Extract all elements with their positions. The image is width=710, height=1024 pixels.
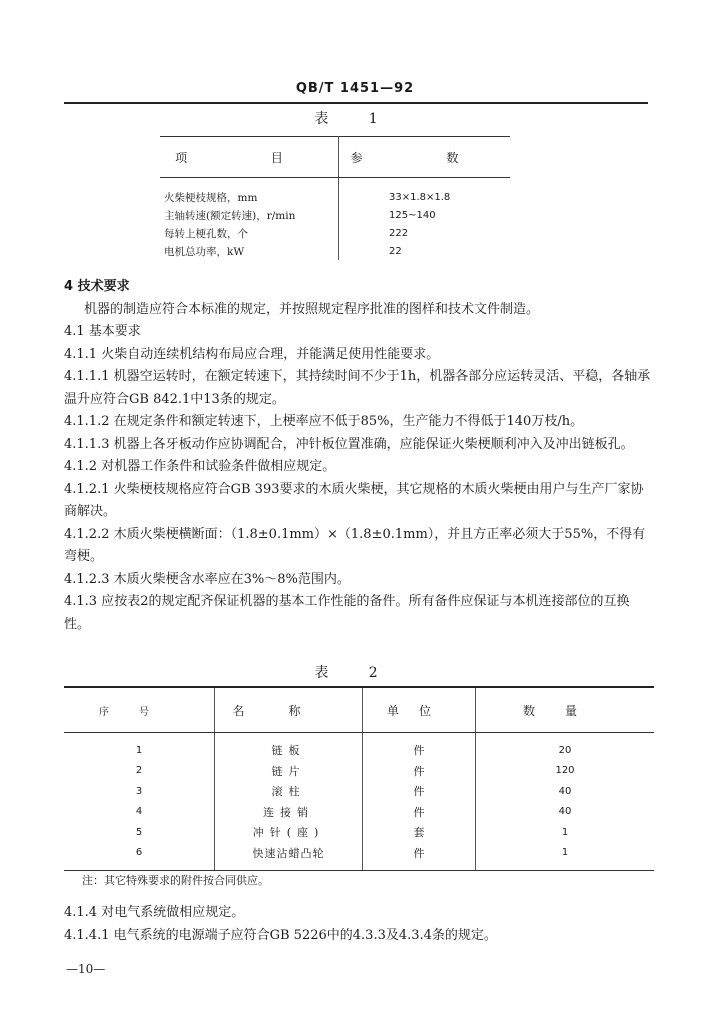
table2-qty: 120 <box>555 765 575 777</box>
table2-qty: 20 <box>558 744 572 756</box>
table2-name: 滚柱 <box>215 781 363 802</box>
table-row <box>64 733 654 761</box>
table2-unit: 套 <box>363 822 476 843</box>
standard-number: QB/T 1451—92 <box>295 81 415 96</box>
paragraph: 机器的制造应符合本标准的规定，并按照规定程序批准的图样和技术文件制造。 <box>84 301 540 317</box>
table2-no: 3 <box>64 781 215 802</box>
table2-name: 链板 <box>215 733 363 761</box>
page-number: —10— <box>66 962 106 976</box>
table1-header-item: 项 目 <box>160 137 339 178</box>
table2-note: 注：其它特殊要求的附件按合同供应。 <box>82 874 269 887</box>
header-rule <box>64 102 648 104</box>
paragraph: 4.1.3 应按表2的规定配齐保证机器的基本工作性能的备件。所有备件应保证与本机连接部位的互换性。 <box>64 594 630 632</box>
paragraph: 4.1.1 火柴自动连续机结构布局应合理，并能满足使用性能要求。 <box>64 346 440 362</box>
table-row <box>160 224 510 242</box>
paragraph: 4.1.1.2 在规定条件和额定转速下，上梗率应不低于85%，生产能力不得低于140万枝/h。 <box>64 414 584 429</box>
table2-unit: 件 <box>363 802 476 823</box>
table2-header-seq: 序号 <box>64 687 215 733</box>
table1 <box>160 136 510 260</box>
table1-value: 22 <box>389 245 402 257</box>
table-row <box>160 242 510 260</box>
table2-unit: 件 <box>363 761 476 782</box>
table2-qty: 1 <box>476 843 655 871</box>
table1-value: 33×1.8×1.8 <box>389 191 451 203</box>
table-row <box>160 178 510 207</box>
table2-name: 连接销 <box>215 802 363 823</box>
section-4-1-4 <box>64 902 654 947</box>
table-row <box>160 206 510 224</box>
paragraph: 4.1.2.2 木质火柴梗横断面：（1.8±0.1mm）×（1.8±0.1mm），并且方正率必须大于55%，不得有弯梗。 <box>64 526 646 564</box>
table1-title: 表 1 <box>314 111 396 127</box>
paragraph: 4.1.4.1 电气系统的电源端子应符合GB 5226中的4.3.3及4.3.4条的规定。 <box>64 927 497 943</box>
paragraph: 4.1.1.1 机器空运转时，在额定转速下，其持续时间不少于1h，机器各部分应运转灵活、平稳，各轴承温升应符合GB 842.1中13条的规定。 <box>64 369 651 407</box>
paragraph: 4.1.2.3 木质火柴梗含水率应在3%～8%范围内。 <box>64 571 350 587</box>
table2-no: 6 <box>64 843 215 871</box>
paragraph: 4.1.1.3 机器上各牙板动作应协调配合，冲针板位置准确，应能保证火柴梗顺利冲入及冲出链板孔。 <box>64 436 634 452</box>
table1-value: 125~140 <box>389 209 436 221</box>
table2-no: 4 <box>64 802 215 823</box>
table2-qty: 40 <box>558 806 572 818</box>
section-4 <box>64 276 654 636</box>
table2-name: 快速沾蜡凸轮 <box>215 843 363 871</box>
table2-title: 表 2 <box>314 665 396 681</box>
table1-item: 电机总功率，kW <box>160 242 339 260</box>
table2-no: 5 <box>64 822 215 843</box>
paragraph: 4.1.4 对电气系统做相应规定。 <box>64 905 245 920</box>
table-row <box>64 843 654 871</box>
paragraph: 4.1.2.1 火柴梗枝规格应符合GB 393要求的木质火柴梗，其它规格的木质火柴梗由用户与生产厂家协商解决。 <box>64 481 644 519</box>
table1-value: 222 <box>389 227 409 239</box>
table2-qty: 1 <box>561 826 569 838</box>
table2-header-qty: 数量 <box>476 687 655 733</box>
table2-qty: 40 <box>558 785 572 797</box>
table2-unit: 件 <box>363 733 476 761</box>
table2-no: 2 <box>64 761 215 782</box>
table-row <box>64 781 654 802</box>
paragraph: 4.1 基本要求 <box>64 324 141 339</box>
table2-header-name: 名称 <box>215 687 363 733</box>
table1-item: 每转上梗孔数，个 <box>160 224 339 242</box>
table2-unit: 件 <box>363 781 476 802</box>
paragraph: 4.1.2 对机器工作条件和试验条件做相应规定。 <box>64 459 336 474</box>
table-row <box>64 822 654 843</box>
table2-unit: 件 <box>363 843 476 871</box>
table2-header-unit: 单位 <box>363 687 476 733</box>
table2 <box>64 686 654 871</box>
table-row <box>64 761 654 782</box>
table1-item: 主轴转速(额定转速)，r/min <box>160 206 339 224</box>
table2-name: 冲针(座) <box>215 822 363 843</box>
section-heading: 4 技术要求 <box>64 279 130 294</box>
table2-no: 1 <box>64 733 215 761</box>
table-row <box>64 802 654 823</box>
table2-name: 链片 <box>215 761 363 782</box>
table1-item: 火柴梗枝规格，mm <box>160 178 339 207</box>
table1-header-param: 参 数 <box>339 137 511 178</box>
